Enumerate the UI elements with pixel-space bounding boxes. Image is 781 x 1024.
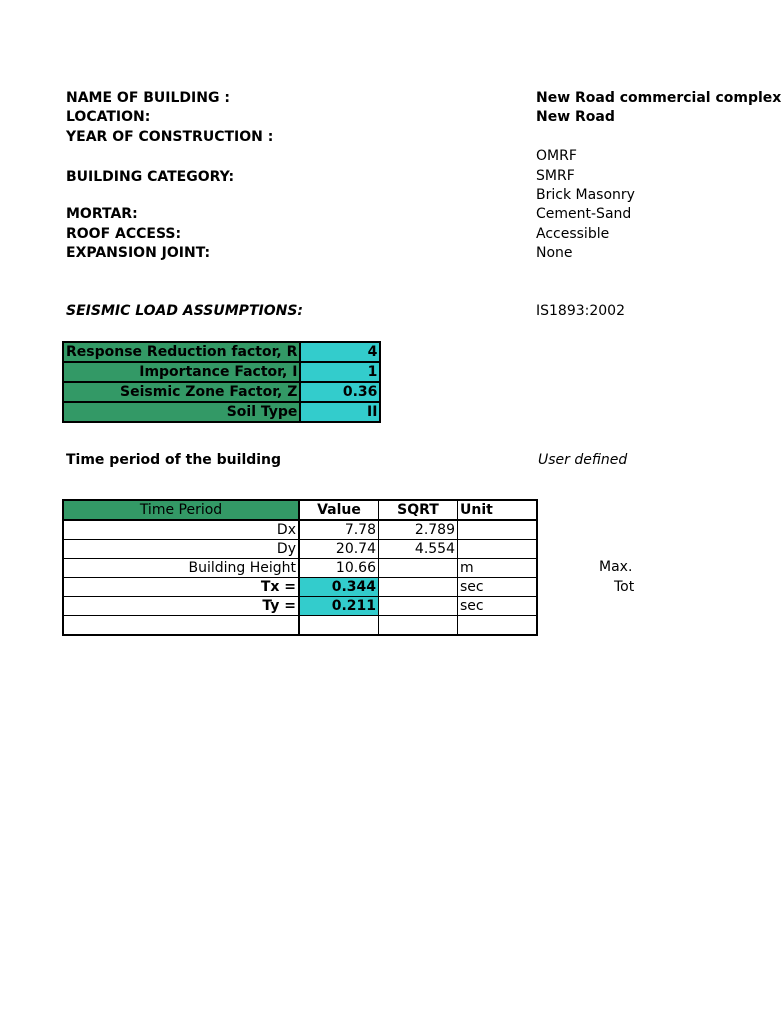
- row-sqrt: [379, 616, 458, 636]
- row-value[interactable]: 10.66: [299, 559, 379, 578]
- param-label-i: Importance Factor, I: [63, 362, 300, 382]
- category-option-brick-masonry: Brick Masonry: [536, 187, 635, 203]
- row-label: Dx: [63, 520, 299, 540]
- side-note-tot: Tot: [614, 579, 635, 595]
- time-period-heading: Time period of the building: [66, 452, 282, 468]
- row-unit: [458, 540, 538, 559]
- param-label-r: Response Reduction factor, R: [63, 342, 300, 362]
- row-unit: sec: [458, 578, 538, 597]
- header-time-period: Time Period: [63, 500, 299, 520]
- param-value-z[interactable]: 0.36: [300, 382, 380, 402]
- row-label: [63, 616, 299, 636]
- header-sqrt: SQRT: [379, 500, 458, 520]
- row-value[interactable]: 20.74: [299, 540, 379, 559]
- param-row: [63, 342, 380, 362]
- side-note-max: Max.: [599, 559, 633, 575]
- building-category-label: BUILDING CATEGORY:: [66, 169, 235, 185]
- table-row: [63, 559, 537, 578]
- expansion-joint-label: EXPANSION JOINT:: [66, 245, 211, 261]
- row-value: 0.344: [299, 578, 379, 597]
- param-row: [63, 382, 380, 402]
- mortar-label: MORTAR:: [66, 206, 138, 222]
- category-option-omrf: OMRF: [536, 148, 577, 164]
- table-row: [63, 597, 537, 616]
- row-label: Ty =: [63, 597, 299, 616]
- mortar-value: Cement-Sand: [536, 206, 632, 222]
- roof-access-label: ROOF ACCESS:: [66, 226, 182, 242]
- row-label: Building Height: [63, 559, 299, 578]
- row-sqrt: [379, 559, 458, 578]
- param-label-z: Seismic Zone Factor, Z: [63, 382, 300, 402]
- param-label-soil: Soil Type: [63, 402, 300, 422]
- year-of-construction-label: YEAR OF CONSTRUCTION :: [66, 129, 274, 145]
- name-of-building-label: NAME OF BUILDING :: [66, 90, 230, 106]
- time-period-mode: User defined: [538, 452, 628, 468]
- category-option-smrf: SMRF: [536, 168, 575, 184]
- row-sqrt: 4.554: [379, 540, 458, 559]
- table-row: [63, 540, 537, 559]
- header-value: Value: [299, 500, 379, 520]
- param-value-soil[interactable]: II: [300, 402, 380, 422]
- table-row: [63, 578, 537, 597]
- param-value-i[interactable]: 1: [300, 362, 380, 382]
- row-label: Dy: [63, 540, 299, 559]
- row-label: Tx =: [63, 578, 299, 597]
- name-of-building-value: New Road commercial complex: [536, 90, 781, 106]
- header-unit: Unit: [458, 500, 538, 520]
- seismic-code: IS1893:2002: [536, 303, 625, 319]
- param-row: [63, 402, 380, 422]
- table-header-row: [63, 500, 537, 520]
- row-value: [299, 616, 379, 636]
- table-row: [63, 520, 537, 540]
- table-row: [63, 616, 537, 636]
- seismic-params-table: [62, 341, 381, 423]
- param-row: [63, 362, 380, 382]
- roof-access-value: Accessible: [536, 226, 610, 242]
- param-value-r[interactable]: 4: [300, 342, 380, 362]
- row-value[interactable]: 7.78: [299, 520, 379, 540]
- time-period-table: [62, 499, 538, 636]
- location-value: New Road: [536, 109, 615, 125]
- row-sqrt: 2.789: [379, 520, 458, 540]
- row-unit: sec: [458, 597, 538, 616]
- row-unit: [458, 616, 538, 636]
- row-unit: [458, 520, 538, 540]
- row-value: 0.211: [299, 597, 379, 616]
- seismic-heading: SEISMIC LOAD ASSUMPTIONS:: [66, 303, 304, 319]
- expansion-joint-value: None: [536, 245, 573, 261]
- row-sqrt: [379, 597, 458, 616]
- row-sqrt: [379, 578, 458, 597]
- row-unit: m: [458, 559, 538, 578]
- location-label: LOCATION:: [66, 109, 151, 125]
